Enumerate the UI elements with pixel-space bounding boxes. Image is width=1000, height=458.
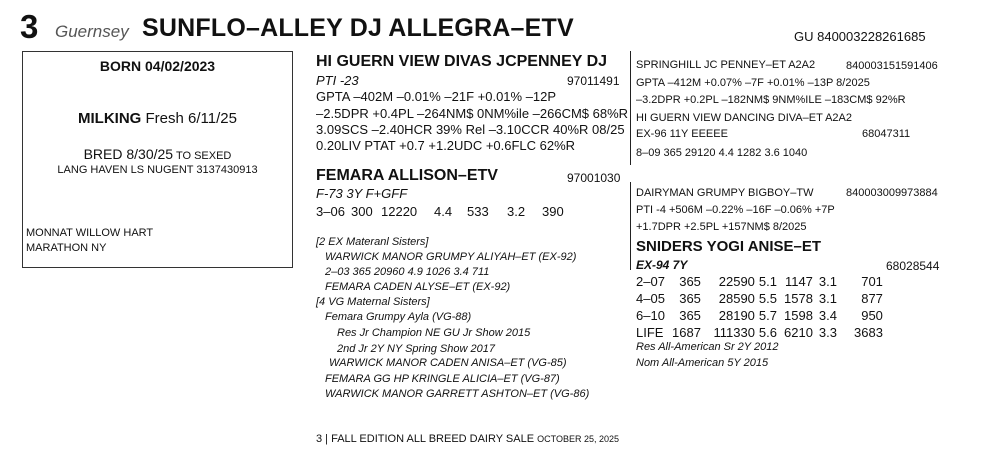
sire-genomics-line: 0.20LIV PTAT +0.7 +1.2UDC +0.6FLC 62%R [316,138,576,153]
maternal-granddam-name: SNIDERS YOGI ANISE–ET [636,238,822,255]
maternal-grandsire-line: +1.7DPR +2.5PL +157NM$ 8/2025 [636,221,807,233]
record-protein-pct: 3.3 [818,325,837,340]
sister-entry: WARWICK MANOR GARRETT ASHTON–ET (VG-86) [325,388,590,400]
pedigree-divider-lower [630,182,631,270]
milking-status [23,110,292,127]
vg-sisters-heading: [4 VG Maternal Sisters] [316,296,430,308]
record-age: 4–05 [636,291,665,306]
maternal-grandsire-reg: 840003009973884 [846,187,938,199]
record-milk: 111330 [713,325,755,340]
record-protein-pct: 3.1 [818,274,837,289]
sister-entry: WARWICK MANOR CADEN ANISA–ET (VG-85) [329,357,567,369]
dam-classification: F-73 3Y F+GFF [316,186,408,201]
fresh-date: Fresh 6/11/25 [141,110,237,127]
breed-label: Guernsey [55,22,129,41]
record-protein-pct: 3.2 [507,204,526,219]
paternal-grandsire-reg: 840003151591406 [846,60,938,72]
sire-genomics-line: GPTA –402M –0.01% –21F +0.01% –12P [316,89,557,104]
record-fat-pct: 5.6 [758,325,777,340]
record-milk: 28590 [718,291,755,306]
table-row [636,324,887,341]
paternal-grandsire-line: –3.2DPR +0.2PL –182NM$ 9NM%ILE –183CM$ 92%R [636,94,906,106]
record-days: 1687 [672,325,701,340]
table-row [636,307,887,324]
paternal-granddam-record: 8–09 365 29120 4.4 1282 3.6 1040 [636,147,808,159]
animal-name: SUNFLO–ALLEY DJ ALLEGRA–ETV [142,14,574,42]
maternal-grandsire-line: PTI -4 +506M –0.22% –16F –0.06% +7P [636,204,835,216]
sister-entry: FEMARA GG HP KRINGLE ALICIA–ET (VG-87) [325,373,560,385]
sire-name: HI GUERN VIEW DIVAS JCPENNEY DJ [316,53,608,70]
sire-genomics-line: –2.5DPR +0.4PL –264NM$ 0NM%ile –266CM$ 68%R [316,106,629,121]
maternal-granddam-reg: 68028544 [886,259,940,273]
sister-record: 2–03 365 20960 4.9 1026 3.4 711 [325,266,490,278]
animal-info-box [22,51,293,268]
record-fat-pct: 5.1 [758,274,777,289]
record-protein: 701 [861,274,883,289]
sister-entry: WARWICK MANOR GRUMPY ALIYAH–ET (EX-92) [325,251,577,263]
record-milk: 12220 [381,204,418,219]
record-protein: 3683 [854,325,883,340]
sire-genomics-line: 3.09SCS –2.40HCR 39% Rel –3.10CCR 40%R 08/25 [316,122,625,137]
record-age: 2–07 [636,274,665,289]
table-row [316,203,572,220]
footer-text: 3 | FALL EDITION ALL BREED DAIRY SALE [316,433,535,445]
granddam-honor: Nom All-American 5Y 2015 [636,357,769,369]
record-fat: 6210 [784,325,813,340]
record-protein: 877 [861,291,883,306]
sister-entry: FEMARA CADEN ALYSE–ET (EX-92) [325,281,511,293]
page-footer [316,433,619,445]
bred-to-sexed: TO SEXED [173,150,232,162]
table-row [636,273,887,290]
milking-label: MILKING [78,110,142,127]
record-days: 365 [679,274,701,289]
paternal-granddam-reg: 68047311 [862,128,911,140]
record-protein: 390 [542,204,564,219]
sister-honor: Res Jr Champion NE GU Jr Show 2015 [337,327,531,339]
sister-honor: 2nd Jr 2Y NY Spring Show 2017 [337,343,495,355]
table-row [636,290,887,307]
maternal-granddam-records [636,273,887,341]
dam-name: FEMARA ALLISON–ETV [316,167,498,184]
sister-entry: Femara Grumpy Ayla (VG-88) [325,311,472,323]
maternal-granddam-class: EX-94 7Y [636,258,688,272]
record-fat-pct: 5.5 [758,291,777,306]
owner-name: MONNAT WILLOW HART [26,227,154,239]
service-sire: LANG HAVEN LS NUGENT 3137430913 [57,164,258,176]
birth-date: BORN 04/02/2023 [99,58,216,74]
record-protein: 950 [861,308,883,323]
paternal-grandsire-name: SPRINGHILL JC PENNEY–ET A2A2 [636,59,816,71]
paternal-granddam-name: HI GUERN VIEW DANCING DIVA–ET A2A2 [636,112,852,124]
ex-sisters-heading: [2 EX Materanl Sisters] [316,236,429,248]
bred-status [23,146,292,162]
record-milk: 28190 [718,308,755,323]
record-days: 365 [679,308,701,323]
record-protein-pct: 3.4 [818,308,837,323]
record-age: 6–10 [636,308,665,323]
footer-date: OCTOBER 25, 2025 [537,434,619,444]
record-protein-pct: 3.1 [818,291,837,306]
record-fat-pct: 4.4 [434,204,453,219]
record-fat: 533 [467,204,489,219]
dam-record-table [316,203,572,220]
dam-reg: 97001030 [567,171,621,185]
sire-pti: PTI -23 [316,73,359,88]
record-fat: 1598 [784,308,813,323]
record-fat-pct: 5.7 [758,308,777,323]
record-age: LIFE [636,325,664,340]
lot-number: 3 [20,8,39,45]
registration-number: GU 840003228261685 [794,29,926,44]
paternal-granddam-class: EX-96 11Y EEEEE [636,128,728,140]
bred-date: BRED 8/30/25 [83,146,174,162]
record-fat: 1147 [784,274,813,289]
owner-location: MARATHON NY [26,242,107,254]
record-days: 365 [679,291,701,306]
record-milk: 22590 [718,274,755,289]
record-fat: 1578 [784,291,813,306]
paternal-grandsire-line: GPTA –412M +0.07% –7F +0.01% –13P 8/2025 [636,77,870,89]
record-age: 3–06 [316,204,345,219]
sire-reg: 97011491 [567,74,620,88]
record-days: 300 [351,204,373,219]
maternal-grandsire-name: DAIRYMAN GRUMPY BIGBOY–TW [636,187,814,199]
pedigree-divider-upper [630,51,631,165]
granddam-honor: Res All-American Sr 2Y 2012 [636,341,779,353]
